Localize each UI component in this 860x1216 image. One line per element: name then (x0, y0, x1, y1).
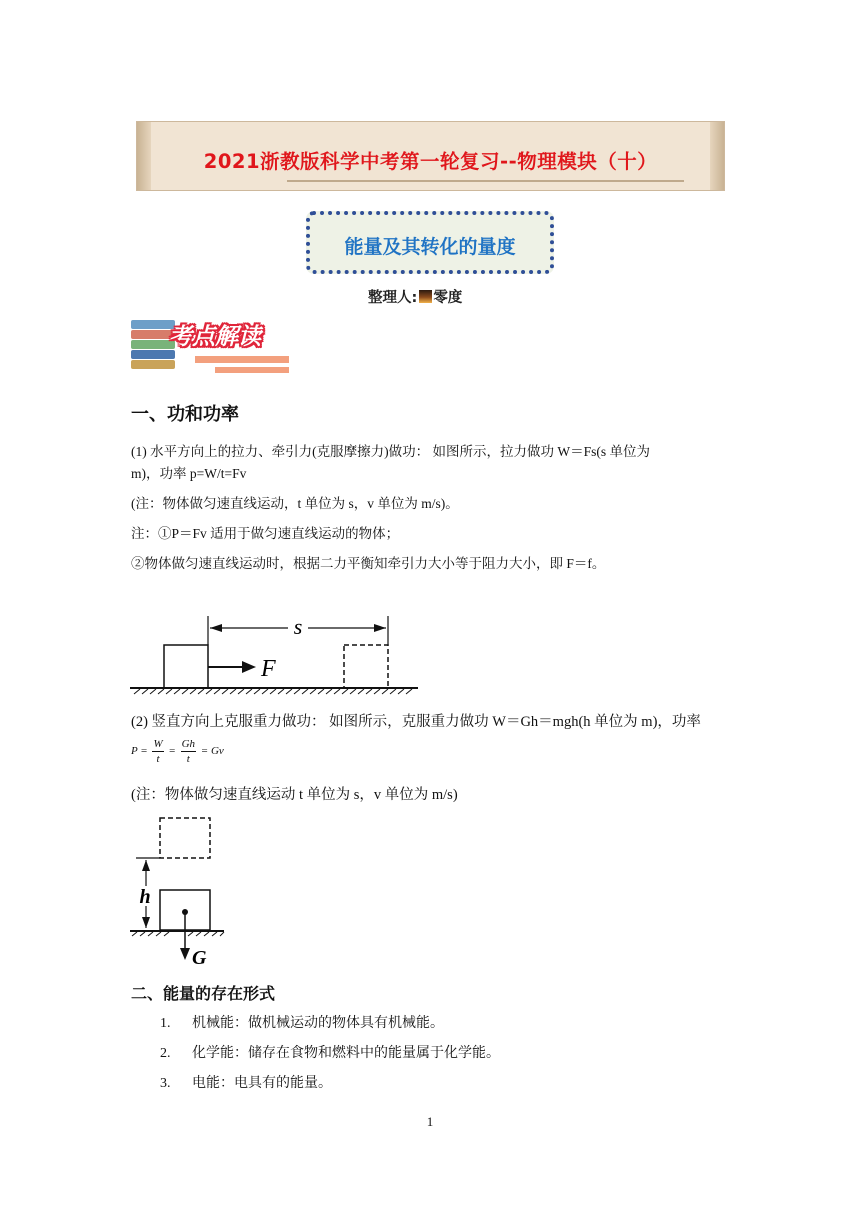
kaodian-logo (131, 318, 291, 376)
paragraph-line: (1) 水平方向上的拉力、牵引力(克服摩擦力)做功： 如图所示，拉力做功 W＝Fs(s 单位为 (131, 444, 650, 459)
distance-label: s (293, 614, 303, 639)
logo-text: 考点解读 (169, 324, 261, 350)
page-number: 1 (426, 1114, 434, 1129)
horizontal-work-figure (128, 612, 420, 698)
ground-hatching (130, 931, 224, 936)
power-formula (131, 737, 224, 766)
formula-gh: Gh (181, 738, 196, 750)
list-item (160, 1072, 332, 1092)
formula-equals: = (200, 745, 209, 758)
banner-divider (287, 180, 684, 182)
paragraph-line: (2) 竖直方向上克服重力做功： 如图所示，克服重力做功 W＝Gh＝mgh(h 单位为 m)，功率 (131, 714, 701, 730)
formula-t: t (186, 753, 190, 765)
section2-heading: 二、能量的存在形式 (131, 984, 276, 1003)
fraction-w-over-t (152, 737, 163, 766)
height-label: h (139, 886, 151, 908)
formula-equals: = (140, 745, 148, 758)
ground-hatching (130, 688, 418, 694)
document-title: 2021浙教版科学中考第一轮复习--物理模块（十） (203, 150, 658, 173)
formula-w: W (153, 738, 163, 750)
list-item-number: 2. (160, 1046, 171, 1061)
section1-heading: 一、功和功率 (131, 404, 239, 425)
note-line: ②物体做匀速直线运动时，根据二力平衡知牵引力大小等于阻力大小，即 F＝f。 (131, 556, 606, 571)
force-arrow (208, 661, 256, 673)
formula-p: P (131, 745, 138, 758)
logo-bar (195, 356, 289, 363)
logo-book (131, 360, 175, 369)
formula-t: t (156, 753, 160, 765)
author-name: 零度 (433, 290, 463, 306)
list-item-number: 3. (160, 1076, 171, 1091)
force-label: F (261, 656, 276, 682)
author-line (368, 286, 462, 307)
document-subtitle: 能量及其转化的量度 (344, 236, 516, 258)
formula-equals: = (168, 745, 176, 758)
logo-bar (215, 367, 289, 373)
list-item (160, 1012, 444, 1032)
author-avatar (419, 290, 432, 303)
gravity-label: G (192, 947, 207, 969)
list-item (160, 1042, 500, 1062)
block-raised (160, 818, 210, 858)
paragraph-line: m)，功率 p=W/t=Fv (131, 466, 247, 481)
paragraph-note: (注：物体做匀速直线运动 t 单位为 s，v 单位为 m/s) (131, 787, 458, 803)
list-item-text: 化学能：储存在食物和燃料中的能量属于化学能。 (192, 1046, 500, 1061)
list-item-text: 机械能：做机械运动的物体具有机械能。 (192, 1016, 444, 1031)
block-final (344, 645, 388, 688)
vertical-work-figure (128, 814, 228, 970)
formula-gv: Gv (210, 745, 224, 758)
list-item-number: 1. (160, 1016, 171, 1031)
note-line: 注：①P＝Fv 适用于做匀速直线运动的物体； (131, 526, 400, 541)
list-item-text: 电能：电具有的能量。 (192, 1076, 332, 1091)
paragraph-note: (注：物体做匀速直线运动，t 单位为 s，v 单位为 m/s)。 (131, 496, 459, 511)
author-label: 整理人: (368, 290, 418, 306)
block-initial (164, 645, 208, 688)
fraction-gh-over-t (181, 737, 196, 766)
subtitle-box (306, 211, 554, 274)
title-banner (136, 121, 725, 191)
